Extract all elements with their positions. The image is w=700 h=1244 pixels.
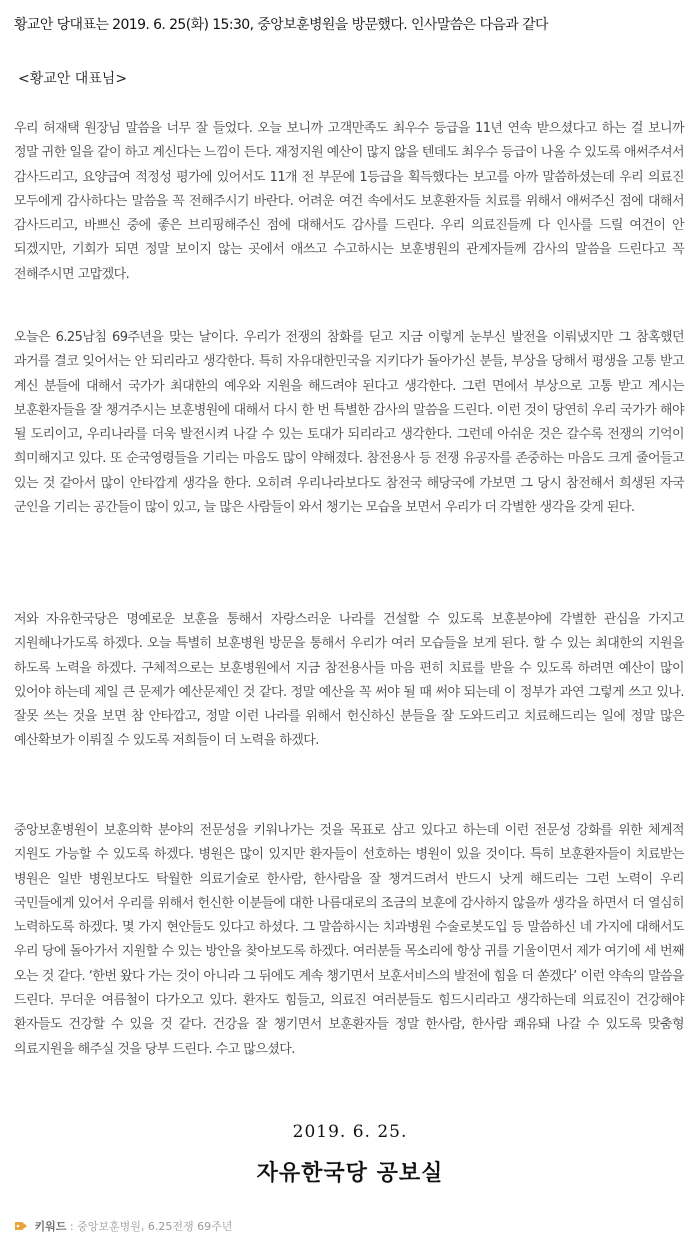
keyword-link[interactable]: 6.25전쟁 69주년 <box>147 1220 233 1233</box>
organization-name: 자유한국당 공보실 <box>256 1161 444 1186</box>
keyword-label: 키워드 <box>34 1220 67 1233</box>
headline: 황교안 당대표는 2019. 6. 25(화) 15:30, 중앙보훈병원을 방문했다. 인사말씀은 다음과 같다 <box>14 17 548 33</box>
paragraph-4: 중앙보훈병원이 보훈의학 분야의 전문성을 키워나가는 것을 목표로 삼고 있다고 하는데 이런 전문성 강화를 위한 체계적 지원도 가능할 수 있도록 하겠다. 병원은 많이 있지만 환자들이 선호하는 병원이 있을 것이다. 특히 보훈환자들이 치료받는 병원은 일반 병원보다도 탁월한 의료기술로 한사람, 한사람을 잘 챙겨드려서 반드시 낫게 해드리는 그런 노력이 우리 국민들에게 있어서 우리를 위해서 헌신한 이분들에 대한 나름대로의 조금의 보훈에 감사하지 않을까 생각을 하면서 더 열심히 노력하도록 하겠다. 몇 가지 현안들도 있다고 하셨다. 그 말씀하시는 치과병원 수술로봇도입 등 말씀하신 네 가지에 대해서도 우리 당에 돌아가서 지원할 수 있는 방안을 찾아보도록 하겠다. 여러분들 목소리에 항상 귀를 기울이면서 제가 여기에 세 번째 오는 것 같다. ‘한번 왔다 가는 것이 아니라 그 뒤에도 계속 챙기면서 보훈서비스의 발전에 힘을 더 쏟겠다’ 이런 약속의 말씀을 드린다. 무더운 여름철이 다가오고 있다. 환자도 힘들고, 의료진 여러분들도 힘드시리라고 생각하는데 의료진이 건강해야 환자들도 건강할 수 있을 것 같다. 건강을 잘 챙기면서 보훈환자들 정말 한사람, 한사람 쾌유돼 나갈 수 있도록 맞춤형 의료지원을 해주실 것을 당부 드린다. 수고 많으셨다. <box>14 823 684 1057</box>
keyword-comma: , <box>140 1220 148 1233</box>
speaker-label: <황교안 대표님> <box>18 71 128 87</box>
keyword-bar <box>14 1218 232 1235</box>
keyword-separator: : <box>66 1220 78 1233</box>
paragraph-3: 저와 자유한국당은 명예로운 보훈을 통해서 자랑스러운 나라를 건설할 수 있도록 보훈분야에 각별한 관심을 가지고 지원해나가도록 하겠다. 오늘 특별히 보훈병원 방문을 통해서 우리가 여러 모습들을 보게 된다. 할 수 있는 최대한의 지원을 하도록 노력을 하겠다. 구체적으로는 보훈병원에서 지금 참전용사들 마음 편히 치료를 받을 수 있도록 하려면 예산이 많이 있어야 하는데 제일 큰 문제가 예산문제인 것 같다. 정말 예산을 꼭 써야 될 때 써야 되는데 이 정부가 과연 그렇게 쓰고 있나. 잘못 쓰는 것을 보면 참 안타깝고, 정말 이런 나라를 위해서 헌신하신 분들을 잘 도와드리고 치료해드리는 일에 정말 많은 예산확보가 이뤄질 수 있도록 저희들이 더 노력을 하겠다. <box>14 612 684 749</box>
keyword-link[interactable]: 중앙보훈병원 <box>77 1220 141 1233</box>
tag-icon <box>14 1220 28 1235</box>
paragraph-2: 오늘은 6.25남침 69주년을 맞는 날이다. 우리가 전쟁의 참화를 딛고 지금 이렇게 눈부신 발전을 이뤄냈지만 그 참혹했던 과거를 결코 잊어서는 안 되리라고 생각한다. 특히 자유대한민국을 지키다가 돌아가신 분들, 부상을 당해서 평생을 고통 받고 계신 분들에 대해서 국가가 최대한의 예우와 지원을 해드려야 된다고 생각한다. 그런 면에서 부상으로 고통 받고 계시는 보훈환자들을 잘 챙겨주시는 보훈병원에 대해서 다시 한 번 특별한 감사의 말씀을 드린다. 이런 것이 당연히 우리 국가가 해야 될 도리이고, 우리나라를 더욱 발전시켜 나갈 수 있는 토대가 되리라고 생각한다. 그런데 아쉬운 것은 갈수록 전쟁의 기억이 희미해지고 있다. 또 순국영령들을 기리는 마음도 많이 약해졌다. 참전용사 등 전쟁 유공자를 존중하는 마음도 크게 줄어들고 있는 것 같아서 많이 안타깝게 생각을 한다. 오히려 우리나라보다도 참전국 해당국에 가보면 그 당시 참전해서 희생된 자국 군인을 기리는 공간들이 많이 있고, 늘 많은 사람들이 와서 챙기는 모습을 보면서 우리가 더 각별한 생각을 갖게 된다. <box>14 330 684 516</box>
paragraph-1: 우리 허재택 원장님 말씀을 너무 잘 들었다. 오늘 보니까 고객만족도 최우수 등급을 11년 연속 받으셨다고 하는 걸 보니까 정말 귀한 일을 같이 하고 계신다는 느낌이 든다. 재정지원 예산이 많지 않을 텐데도 최우수 등급이 나올 수 있도록 애써주셔서 감사드리고, 요양급여 적정성 평가에 있어서도 11개 전 부문에 1등급을 획득했다는 보고를 아까 말씀하셨는데 우리 의료진 모두에게 감사하다는 말씀을 꼭 전해주시기 바란다. 어려운 여건 속에서도 보훈환자들 치료를 위해서 애써주신 점에 대해서 감사드리고, 바쁘신 중에 좋은 브리핑해주신 점에 대해서도 감사를 드린다. 우리 의료진들께 다 인사를 드릴 여건이 안 되겠지만, 기회가 되면 정말 보이지 않는 곳에서 애쓰고 수고하시는 보훈병원의 관계자들께 감사의 말씀을 드린다고 꼭 전해주시면 고맙겠다. <box>14 121 684 282</box>
release-date: 2019. 6. 25. <box>292 1122 408 1142</box>
